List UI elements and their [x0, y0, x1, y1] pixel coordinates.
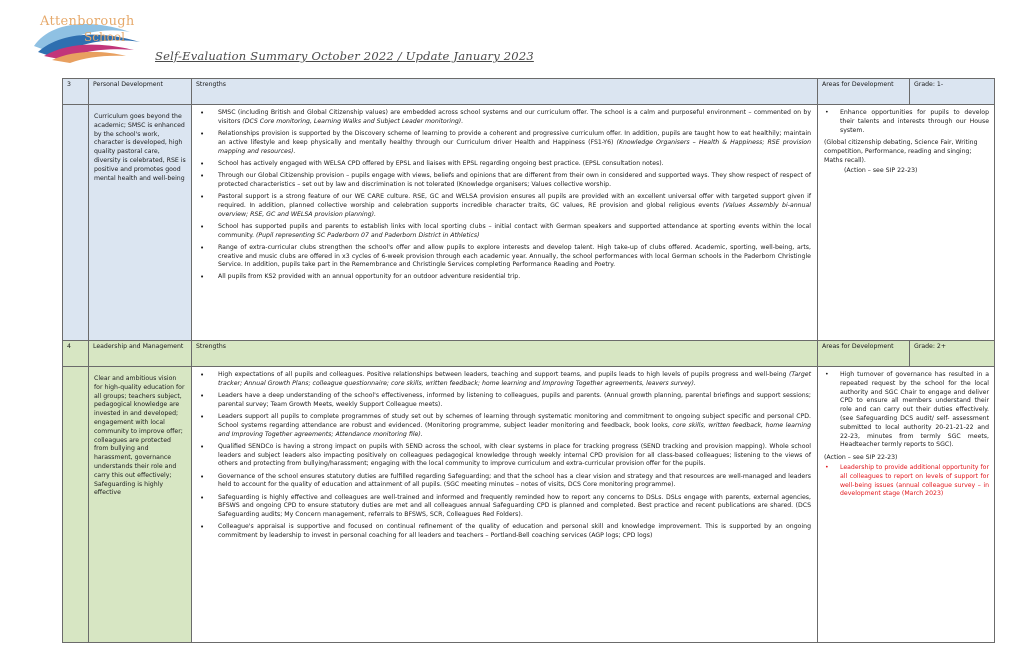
- areas-for-development-heading: Areas for Development: [818, 341, 910, 367]
- grade-label: Grade: 1-: [910, 79, 995, 105]
- section-number-cell: [63, 105, 89, 341]
- logo-text-line2: School: [84, 30, 125, 44]
- bullet-icon: •: [200, 493, 205, 502]
- strength-item: • Colleague's appraisal is supportive and focused on continual refinement of the quality of education and personal skill and knowledge improvement. This is supported by an ongoing commitment by leadership to invest in personal coaching for all leaders and teachers – Portland-Bell coaching services (AGP logs; CPD logs): [200, 523, 811, 540]
- areas-for-development-cell: [818, 367, 995, 643]
- afd-action: (Action – see SIP 22-23): [844, 166, 918, 174]
- afd-note: (Global citizenship debating, Science Fair, Writing competition, Performance, reading and singing; Maths recall).: [824, 139, 978, 164]
- afd-action: (Action – see SIP 22-23): [824, 454, 898, 462]
- section-body-row: [63, 105, 995, 341]
- bullet-icon: •: [825, 371, 829, 378]
- bullet-icon: •: [200, 159, 205, 168]
- strength-item: • Relationships provision is supported by the Discovery scheme of learning to provide a coherent and progressive curriculum offer. In addition, pupils are taught how to eat healthily; maintain an active lifestyle and keep physically and mentally healthy through our Curriculum driver Health and Happiness (FS1-Y6) (Knowledge Organisers – Health & Happiness; RSE provision mapping and resources).: [200, 129, 811, 155]
- bullet-icon: •: [200, 523, 205, 532]
- bullet-icon: •: [200, 371, 205, 379]
- bullet-icon: •: [200, 129, 205, 138]
- bullet-icon: •: [200, 273, 205, 282]
- section-number: 3: [63, 79, 89, 105]
- section-summary: Clear and ambitious vision for high-quality education for all groups; teachers subject, pedagogical knowledge are invested in and developed; engagement with local community to improve offer; colleagues are protected from bullying and harassment, governance understands their role and carry this out effectively; Safeguarding is highly effective: [89, 367, 192, 643]
- section-area-title: Leadership and Management: [89, 341, 192, 367]
- bullet-icon: •: [200, 472, 205, 481]
- strengths-heading: Strengths: [192, 341, 818, 367]
- section-area-title: Personal Development: [89, 79, 192, 105]
- grade-label: Grade: 2+: [910, 341, 995, 367]
- strength-item: • All pupils from KS2 provided with an annual opportunity for an outdoor adventure residential trip.: [200, 273, 521, 282]
- areas-for-development-cell: [818, 105, 995, 341]
- bullet-icon: •: [200, 222, 205, 231]
- school-logo: [30, 8, 150, 64]
- strength-item: • Range of extra-curricular clubs strengthen the school's offer and allow pupils to explore interests and develop talent. High take-up of clubs offered. Academic, sporting, well-being, arts, creative and music clubs are offered in x3 cycles of 6-week provision through each academic year. Annually, the school performances with local German schools in the Paderborn Christingle Service. In addition, pupils take part in the Remembrance and Christingle Services completing Performance Reading and Poetry.: [200, 243, 811, 269]
- bullet-icon: •: [200, 192, 205, 201]
- strengths-list-cell: [192, 105, 818, 341]
- strength-item: • Qualified SENDCo is having a strong impact on pupils with SEND across the school, with clear systems in place for tracking progress (SEND tracking and provision mapping). Whole school leaders and subject leaders also impacting positively on colleagues pedagogical knowledge through weekly internal CPD provision for all class-based colleagues; listening to the views of others and protecting from bullying/harassment; engaging with the local community to improve curriculum and extra-curricular provision offer for the pupils.: [200, 442, 811, 468]
- strength-item: • Leaders have a deep understanding of the school's effectiveness, informed by listening to colleagues, pupils and parents. (Annual growth planning, parental briefings and support sessions; parental survey; Team Growth Meets, weekly Support Colleague meets).: [200, 391, 811, 408]
- bullet-icon: •: [200, 243, 205, 252]
- strength-item: • Leaders support all pupils to complete programmes of study set out by schemes of learning through systematic monitoring and commitment to ongoing subject specific and personal CPD. School systems regarding attendance are robust and evidenced. (Monitoring programme, subject leader monitoring and feedback, book looks, core skills, written feedback, home learning and Improving Together agreements; Attendance monitoring file).: [200, 412, 812, 438]
- strength-item: • School has actively engaged with WELSA CPD offered by EPSL and liaises with EPSL regarding ongoing best practice. (EPSL consultation notes).: [200, 159, 664, 168]
- strengths-list: [196, 371, 811, 541]
- document-title: Self-Evaluation Summary October 2022 / Update January 2023: [155, 49, 534, 63]
- afd-priority-item: • Leadership to provide additional opportunity for all colleagues to report on levels of support for well-being issues (annual colleague survey – in development stage (March 2023): [825, 463, 989, 498]
- bullet-icon: •: [200, 442, 205, 451]
- strength-item: • Governance of the school ensures statutory duties are fulfilled regarding Safeguarding; and that the school has a clear vision and strategy and that resources are well-managed and leaders held to account for the quality of education and attainment of all pupils. (SGC meeting minutes – notes of visits, DCS Core monitoring programme).: [200, 472, 811, 489]
- strengths-list: [196, 109, 811, 282]
- strength-item: • SMSC (including British and Global Citizenship values) are embedded across school systems and our curriculum offer. The school is a calm and purposeful environment – commented on by visitors (DCS Core monitoring, Learning Walks and Subject Leader monitoring).: [200, 109, 811, 125]
- self-evaluation-table: [62, 78, 995, 643]
- bullet-icon: •: [200, 171, 205, 180]
- bullet-icon: •: [200, 109, 205, 117]
- strengths-heading: Strengths: [192, 79, 818, 105]
- section-summary: Curriculum goes beyond the academic; SMSC is enhanced by the school's work, character is developed, high quality pastoral care, diversity is celebrated, RSE is positive and promotes good mental health and well-being: [89, 105, 192, 341]
- section-header-row: [63, 79, 995, 105]
- section-header-row: [63, 341, 995, 367]
- strength-item: • School has supported pupils and parents to establish links with local sporting clubs – initial contact with German speakers and supported attendance at sporting events within the local community. (Pupil representing SC Paderborn 07 and Paderborn District in Athletics): [200, 222, 811, 239]
- strength-item: • High expectations of all pupils and colleagues. Positive relationships between leaders, teaching and support teams, and pupils leads to high levels of pupils progress and well-being (Target tracker; Annual Growth Plans; colleague questionnaire; core skills, written feedback; home learning and Improving Together agreements, leavers survey).: [200, 371, 811, 387]
- bullet-icon: •: [200, 391, 205, 400]
- bullet-icon: •: [200, 412, 205, 421]
- strength-item: • Pastoral support is a strong feature of our WE CARE culture. RSE, GC and WELSA provision ensures all pupils are provided with an excellent universal offer with targeted support given if required. In addition, planned collective worship and celebration supports incredible character traits, GC values, RE provision and global religious events (Values Assembly bi-annual overview; RSE, GC and WELSA provision planning).: [200, 192, 811, 218]
- section-number: 4: [63, 341, 89, 367]
- strengths-list-cell: [192, 367, 818, 643]
- bullet-icon: •: [825, 463, 829, 471]
- strength-item: • Through our Global Citizenship provision – pupils engage with views, beliefs and opinions that are different from their own in considered and supported ways. They show respect of respect of protected characteristics – set out by law and discrimination is not tolerated (Knowledge organisers; Values collective worship.: [200, 171, 811, 188]
- section-number-cell: [63, 367, 89, 643]
- logo-text-line1: Attenborough: [40, 14, 135, 29]
- section-body-row: [63, 367, 995, 643]
- afd-item: • High turnover of governance has resulted in a repeated request by the school for the local authority and SGC Chair to engage and deliver CPD to ensure all members understand their role and can carry out their duties effectively. (see Safeguarding DCS audit/ self- assessment submitted to local authority 20-21-21-22 and 22-23, minutes from termly SGC meets, Headteacher termly reports to SGC).: [825, 371, 989, 449]
- afd-item: • Enhance opportunities for pupils to develop their talents and interests through our House system.: [825, 109, 989, 134]
- strength-item: • Safeguarding is highly effective and colleagues are well-trained and informed and frequently reminded how to report any concerns to DSLs. DSLs engage with parents, external agencies, BFSWS and ongoing CPD to ensure statutory duties are met and all colleagues annual Safeguarding CPD is planned and completed. Best practice and recent publications are shared. (DCS Safeguarding audits; My Concern management, referrals to BFSWS, SCR, Colleagues Red Folders).: [200, 493, 811, 519]
- areas-for-development-heading: Areas for Development: [818, 79, 910, 105]
- bullet-icon: •: [825, 109, 829, 116]
